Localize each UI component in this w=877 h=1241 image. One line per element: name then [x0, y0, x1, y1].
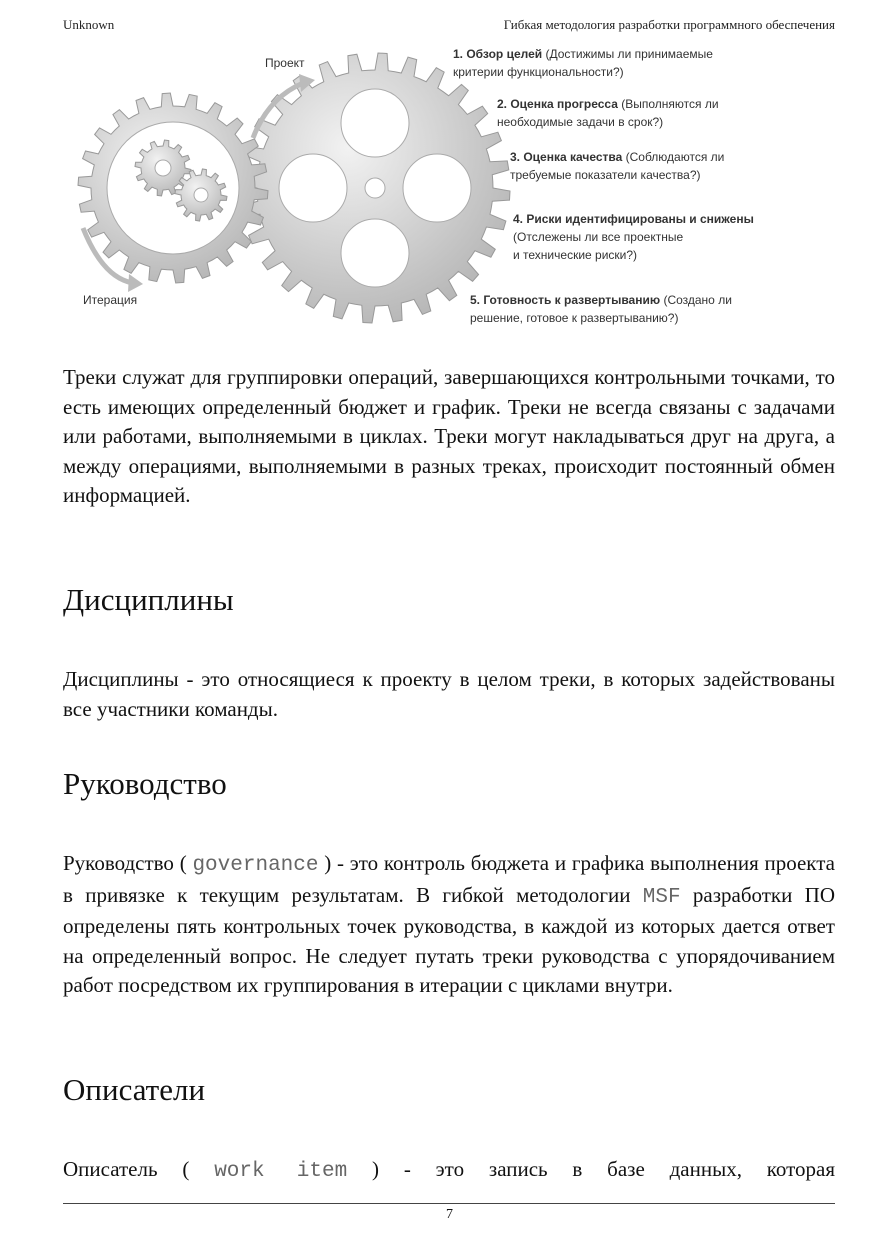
- checkpoint-3: 3. Оценка качества (Соблюдаются ли: [510, 150, 725, 164]
- code-msf: MSF: [642, 885, 681, 909]
- large-gear-hole: [279, 154, 347, 222]
- gears-graphic: [78, 53, 510, 323]
- checkpoint-2: 2. Оценка прогресса (Выполняются ли: [497, 97, 719, 111]
- checkpoint-4: 4. Риски идентифицированы и снижены: [513, 212, 754, 226]
- paragraph-tracks: Треки служат для группировки операций, завершающихся контрольными точками, то есть имеющих определенный бюджет и график. Треки не всегда связаны с задачами или работами, выполняемыми в циклах. Треки могут накладываться друг на друга, а между операциями, выполняемыми в разных треках, происходит постоянный обмен информацией.: [63, 365, 835, 507]
- paragraph-disciplines: Дисциплины - это относящиеся к проекту в целом треки, в которых задействованы все участники команды.: [63, 667, 835, 721]
- iteration-arrow-head: [128, 274, 143, 292]
- heading-governance: Руководство: [63, 766, 227, 801]
- checkpoint-5: 5. Готовность к развертыванию (Создано ли: [470, 293, 732, 307]
- large-gear-hole: [365, 178, 385, 198]
- checkpoint-3-detail: требуемые показатели качества?): [510, 168, 701, 182]
- page-number: 7: [446, 1207, 453, 1222]
- checkpoint-4-detail: (Отслежены ли все проектные: [513, 230, 684, 244]
- code-work-item: work item: [214, 1160, 348, 1183]
- small-gear-bottom-hole: [194, 188, 208, 202]
- code-governance: governance: [192, 854, 319, 877]
- checkpoint-5-detail: решение, готовое к развертыванию?): [470, 311, 679, 325]
- header-title: Гибкая методология разработки программного обеспечения: [503, 17, 835, 32]
- paragraph-governance: Руководство ( governance ) - это контроль бюджета и графика выполнения проекта в привязке к текущим результатам. В гибкой методологии MSF разработки ПО определены пять контрольных точек руководства, в каждой из которых дается ответ на определенный вопрос. Не следует путать треки руководства с упорядочиванием работ посредством их группирования в итерации с циклами внутри.: [63, 851, 836, 997]
- heading-disciplines: Дисциплины: [63, 582, 234, 617]
- checkpoint-1-detail: критерии функциональности?): [453, 65, 624, 79]
- large-gear-hole: [403, 154, 471, 222]
- large-gear-hole: [341, 219, 409, 287]
- label-iteration: Итерация: [83, 293, 138, 307]
- footer-divider: [63, 1203, 835, 1204]
- header-left: Unknown: [63, 17, 115, 32]
- checkpoint-4-detail-2: и технические риски?): [513, 248, 638, 262]
- paragraph-descriptors: Описатель ( work item ) - это запись в базе данных, которая: [63, 1157, 836, 1183]
- heading-descriptors: Описатели: [63, 1072, 206, 1107]
- small-gear-top-hole: [155, 160, 171, 176]
- label-project: Проект: [265, 56, 305, 70]
- governance-gears-figure: [63, 38, 783, 338]
- checkpoint-2-detail: необходимые задачи в срок?): [497, 115, 664, 129]
- large-gear-hole: [341, 89, 409, 157]
- checkpoint-1: 1. Обзор целей (Достижимы ли принимаемые: [453, 47, 713, 61]
